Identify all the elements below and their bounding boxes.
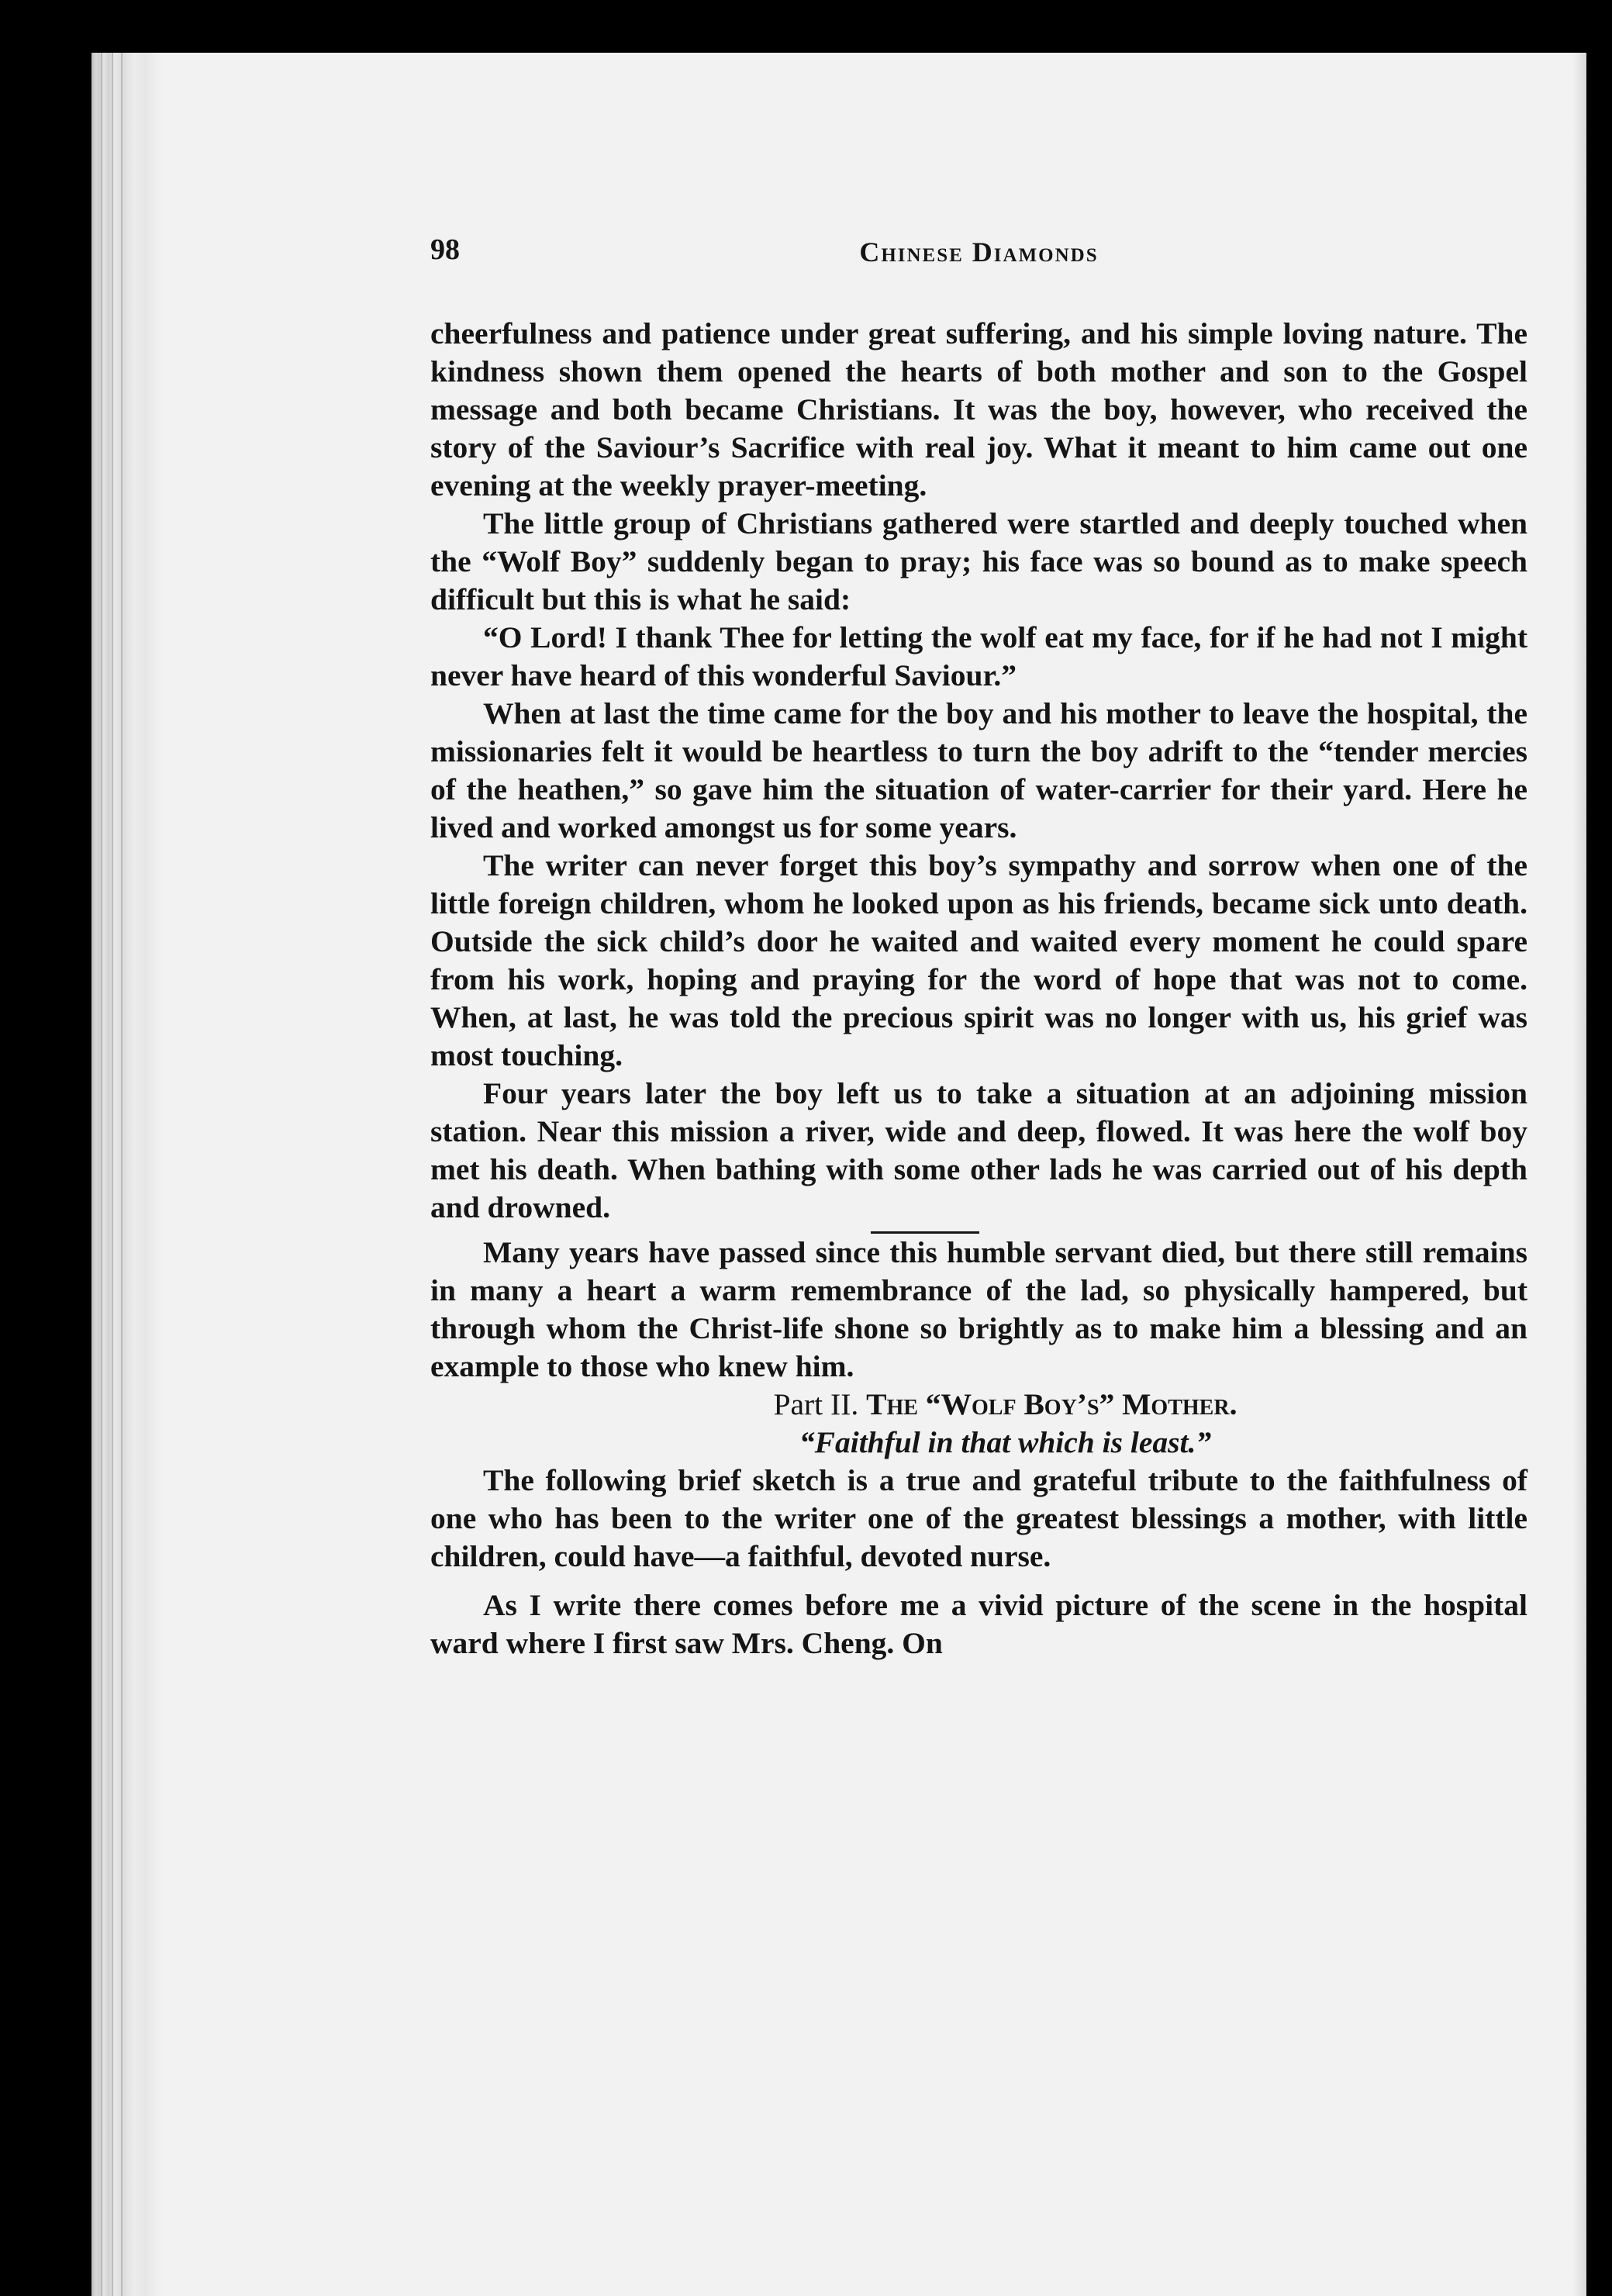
part-label: Part II. (773, 1387, 859, 1421)
spine-line (101, 53, 102, 2296)
book-spine (91, 53, 165, 2296)
paragraph: When at last the time came for the boy and his mother to leave the hospital, the missionaries felt it would be heartless to turn the boy adrift to the “tender mercies of the heathen,” so gave him the situation of water-carrier for their yard. Here he lived and worked amongst us for some years. (430, 696, 1527, 844)
body-text (430, 315, 1527, 1662)
spine-line (112, 53, 113, 2296)
spine-line (121, 53, 123, 2296)
paragraph: Many years have passed since this humble servant died, but there still remains in many a heart a warm remembrance of the lad, so physically hampered, but through whom the Christ-life shone so brightly as to make him a blessing and an example to those who knew him. (430, 1235, 1527, 1383)
paragraph: The writer can never forget this boy’s sympathy and sorrow when one of the little foreign children, whom he looked upon as his friends, became sick unto death. Outside the sick child’s door he waited and waited every moment he could spare from his work, hoping and praying for the word of hope that was not to come. When, at last, he was told the precious spirit was no longer with us, his grief was most touching. (430, 848, 1527, 1072)
running-head (430, 233, 1527, 279)
epigraph: “Faithful in that which is least.” (799, 1425, 1212, 1459)
paragraph: The following brief sketch is a true and grateful tribute to the faithfulness of one who has been to the writer one of the greatest blessings a mother, with little children, could have—a faithful, devoted nurse. (430, 1463, 1527, 1573)
paragraph-gap (430, 1576, 1527, 1586)
paragraph: As I write there comes before me a vivid picture of the scene in the hospital ward where I first saw Mrs. Cheng. On (430, 1588, 1527, 1660)
part-heading (430, 1386, 1527, 1424)
page-edge (1572, 53, 1586, 2296)
part-title: The “Wolf Boy’s” Mother. (866, 1387, 1237, 1421)
page-number: 98 (430, 233, 460, 266)
paragraph: Four years later the boy left us to take a situation at an adjoining mission station. Near this mission a river, wide and deep, flowed. It was here the wolf boy met his death. When bathing with some other lads he was carried out of his depth and drowned. (430, 1076, 1527, 1224)
paragraph: cheerfulness and patience under great suffering, and his simple loving nature. The kindness shown them opened the hearts of both mother and son to the Gospel message and both became Christians. It was the boy, however, who received the story of the Saviour’s Sacrifice with real joy. What it meant to him came out one evening at the weekly prayer-meeting. (430, 316, 1527, 502)
paragraph: “O Lord! I thank Thee for letting the wolf eat my face, for if he had not I might never have heard of this wonderful Saviour.” (430, 620, 1527, 692)
book-page (91, 53, 1586, 2296)
paragraph: The little group of Christians gathered were startled and deeply touched when the “Wolf Boy” suddenly began to pray; his face was so bound as to make speech difficult but this is what he said: (430, 506, 1527, 616)
running-title: Chinese Diamonds (859, 237, 1099, 268)
